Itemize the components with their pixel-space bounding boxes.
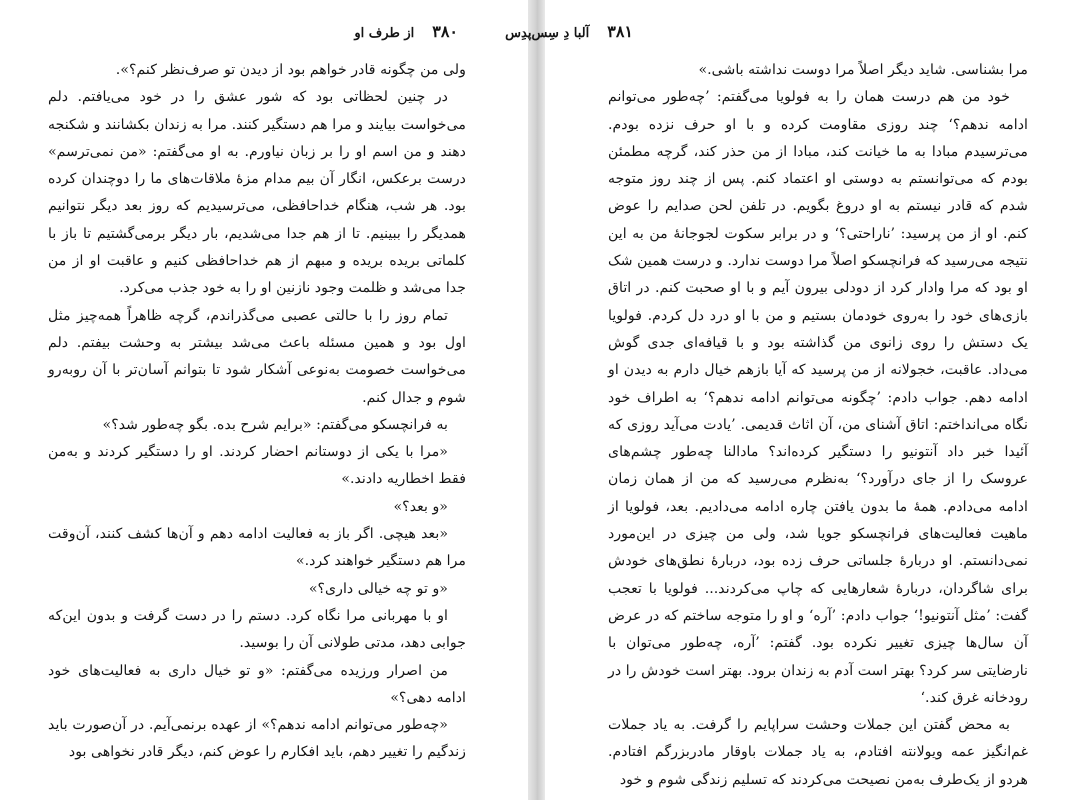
paragraph: «مرا با یکی از دوستانم احضار کردند. او را دستگیر کردند و به‌من فقط اخطاریه دادند.» — [48, 444, 466, 488]
right-page-header — [505, 22, 633, 46]
paragraph: «بعد هیچی. اگر باز به فعالیت ادامه دهم و آن‌ها کشف کنند، آن‌وقت مرا هم دستگیر خواهند کرد.» — [48, 526, 466, 570]
right-running-header: آلبا دِ سِس‌پدِس — [505, 26, 590, 41]
right-page — [505, 0, 1073, 800]
paragraph: او با مهربانی مرا نگاه کرد. دستم را در دست گرفت و بدون این‌که جوابی دهد، مدتی طولانی آن را بوسید. — [48, 607, 466, 652]
book-spine-gutter — [528, 0, 545, 800]
paragraph: به محض گفتن این جملات وحشت سراپایم را گرفت. به یاد جملات غم‌انگیز عمه ویولانته افتادم، به یاد جملات باوقار مادربزرگم افتادم. هردو از یک‌طرف به‌من نصیحت می‌کردند که تسلیم زندگی شوم و خود — [608, 717, 1028, 788]
right-page-number: ۳۸۱ — [607, 22, 633, 41]
paragraph: در چنین لحظاتی بود که شور عشق را در خود می‌یافتم. دلم می‌خواست بیایند و مرا هم دستگیر کنند. مرا به زندان بکشانند و شکنجه دهند و من اسم او را بر زبان نیاورم. به او می‌گفتم: «من نمی‌ترسم» درست برعکس، انگار آن بیم مدام مزهٔ ملاقات‌های ما را دوچندان کرده بود. هر شب، هنگام خداحافظی، می‌ترسیدیم که روز بعد دیگر نتوانیم همدیگر را ببینیم. تا از هم جدا می‌شدیم، بار دیگر برمی‌گشتیم تا باز با کلماتی بریده بریده و مبهم از هم خداحافظی کنیم و عاقبت او از من جدا می‌شد و ظلمت وجود نازنین او را به خود جذب می‌کرد. — [48, 89, 466, 297]
left-page-number: ۳۸۰ — [432, 22, 458, 41]
left-page — [0, 0, 528, 800]
paragraph: مرا بشناسی. شاید دیگر اصلاً مرا دوست نداشته باشی.» — [698, 62, 1028, 78]
paragraph: خود من هم درست همان را به فولویا می‌گفتم: ’چه‌طور می‌توانم ادامه ندهم؟‘ چند روزی مقاومت کرده و با او حرف نزده بودم. می‌ترسیدم مبادا به ما خیانت کند، مبادا از من حذر کند، گرچه مطمئن بودم که می‌توانستم به دوستی او اعتماد کنم. پس از چند روز متوجه شدم که قادر نیستم به او دروغ بگویم. در تلفن لحن صدایم را عوض کنم. او از من پرسید: ’ناراحتی؟‘ و در برابر سکوت لجوجانهٔ من به این نتیجه می‌رسید که فرانچسکو اصلاً مرا دوست ندارد. و درست همین شک او بود که مرا وادار کرد از دودلی بیرون آیم و با او صحبت کنم. در اتاق بازی‌های خود را به‌روی خودمان بستیم و من با او درد دل کردم. فولویا یک دستش را روی زانوی من گذاشته بود و با قیافه‌ای جدی گوش می‌داد. عاقبت، خجولانه از من پرسید که آیا بازهم خیال دارم به دیدن او ادامه دهم. جواب دادم: ’چگونه می‌توانم ادامه ندهم؟‘ به اطراف خود نگاه می‌انداختم: اتاق آشنای من، آن اثاث قدیمی. ’یادت می‌آید روزی که آئیدا خبر داد آنتونیو را دستگیر کرده‌اند؟ مادالنا چه‌طور چشم‌های عروسک را از جای درآورد؟‘ به‌نظرم می‌رسید که من از همان زمان ادامه می‌دادم. همهٔ ما بدون یافتن چاره ادامه می‌دادیم. بعد، فولویا از ماهیت فعالیت‌های فرانچسکو جویا شد، ولی من چیزی در این‌مورد نمی‌دانستم. او دربارهٔ جلساتی حرف زده بود، دربارهٔ نطق‌های خودش برای شاگردان، دربارهٔ شعارهایی که چاپ می‌کردند... فولویا با تعجب گفت: ’مثل آنتونیو!‘ جواب دادم: ’آره‘ و او را متوجه ساختم که در عرض آن سال‌ها چیزی تغییر نکرده بود. گفتم: ’آره، چه‌طور می‌توان با نارضایتی سر کرد؟ بهتر است آدم به زندان برود. بهتر است خودش را در رودخانه غرق کند.‘ — [608, 89, 1028, 706]
paragraph: تمام روز را با حالتی عصبی می‌گذراندم، گرچه ظاهراً همه‌چیز مثل اول بود و همین مسئله باعث می‌شد بیشتر به وحشت بیفتم. دلم می‌خواست خصومت به‌نوعی آشکار شود تا بتوانم آسان‌تر با آن روبه‌رو شوم و جدال کنم. — [48, 307, 466, 406]
paragraph: «و تو چه خیالی داری؟» — [308, 580, 448, 597]
paragraph: «و بعد؟» — [393, 498, 448, 515]
paragraph: ولی من چگونه قادر خواهم بود از دیدن تو صرف‌نظر کنم؟». — [115, 62, 466, 78]
paragraph: «چه‌طور می‌توانم ادامه ندهم؟» از عهده برنمی‌آیم. در آن‌صورت باید زندگیم را تغییر دهم، باید افکارم را عوض کنم، دیگر قادر نخواهی بود — [48, 717, 466, 761]
paragraph: من اصرار ورزیده می‌گفتم: «و تو خیال داری به فعالیت‌های خود ادامه دهی؟» — [48, 662, 466, 706]
left-page-body — [48, 57, 466, 767]
right-page-body — [608, 57, 1028, 794]
left-page-header — [354, 22, 458, 46]
paragraph: به فرانچسکو می‌گفتم: «برایم شرح بده. بگو چه‌طور شد؟» — [102, 416, 448, 433]
left-running-header: از طرف او — [354, 26, 415, 41]
